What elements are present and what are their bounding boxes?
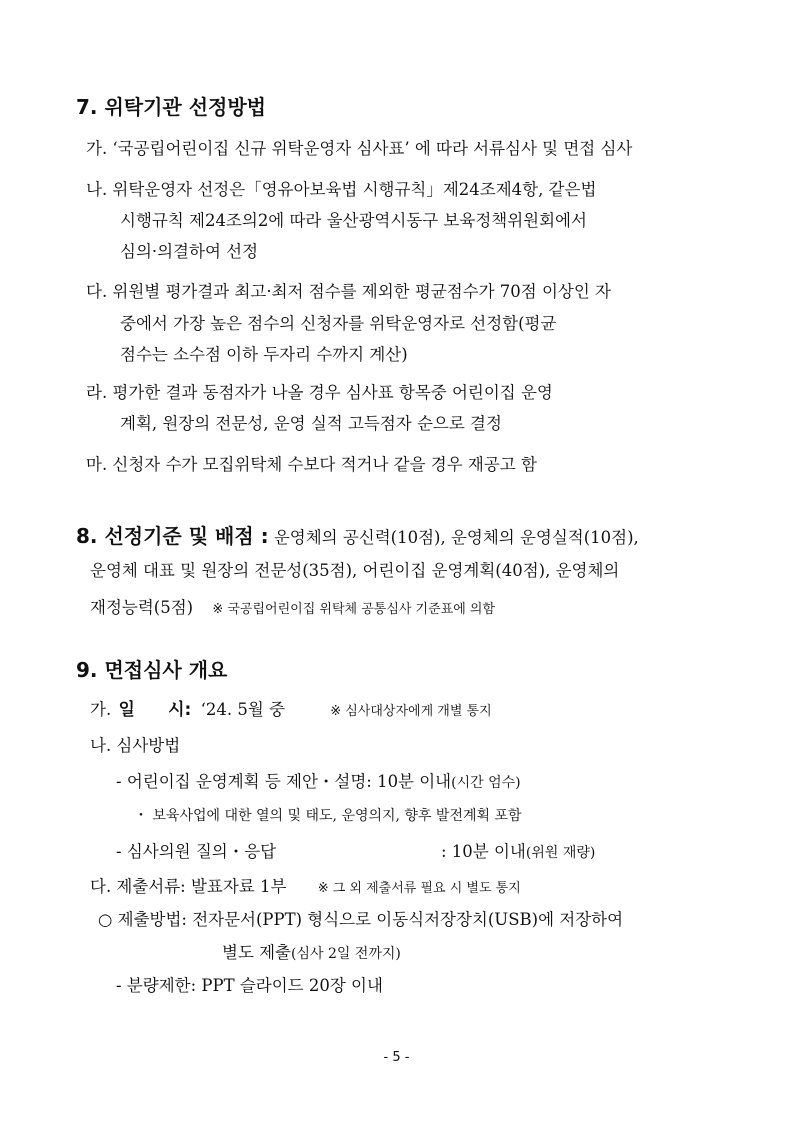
sec9-limit: - 분량제한: PPT 슬라이드 20장 이내 [116, 976, 383, 995]
sec9-method-line1: ○ 제출방법: 전자문서(PPT) 형식으로 이동식저장장치(USB)에 저장하여 [98, 910, 624, 929]
sec7-item-ga: 가. ‘국공립어린이집 신규 위탁운영자 심사표’ 에 따라 서류심사 및 면접 심사 [86, 139, 633, 158]
sec9-item2-time-wrap [441, 838, 595, 862]
sec9-item-ga [90, 695, 492, 720]
sec9-ga-note: ※ 심사대상자에게 개별 통지 [330, 704, 492, 719]
sec8-line2: 운영체 대표 및 원장의 전문성(35점), 어린이집 운영계획(40점), 운영체의 [90, 561, 620, 580]
sec9-item-da [90, 873, 521, 897]
sec7-item-ra-line1: 라. 평가한 결과 동점자가 나올 경우 심사표 항목중 어린이집 운영 [86, 383, 553, 402]
sec8-line1-text: 운영체의 공신력(10점), 운영체의 운영실적(10점), [273, 528, 639, 547]
section-7-title: 7. 위탁기관 선정방법 [76, 95, 266, 119]
sec7-item-na-line3: 심의·의결하여 선정 [120, 242, 259, 261]
section-9-title: 9. 면접심사 개요 [76, 658, 228, 682]
sec9-method-line2-paren: (심사 2일 전까지) [291, 946, 401, 962]
sec9-ga-si: 시: [168, 700, 192, 720]
sec9-item1-paren: (시간 엄수) [451, 775, 521, 791]
sec7-item-da-line2: 중에서 가장 높은 점수의 신청자를 위탁운영자로 선정함(평균 [120, 314, 557, 333]
sec7-item-ra-line2: 계획, 원장의 전문성, 운영 실적 고득점자 순으로 결정 [120, 414, 502, 433]
sec9-method-line2 [222, 939, 401, 963]
sec8-note: ※ 국공립어린이집 위탁체 공통심사 기준표에 의함 [212, 602, 496, 617]
sec9-item2-text: - 심사의원 질의・응답 [116, 842, 277, 861]
sec8-line3 [90, 594, 495, 618]
sec7-item-da-line3: 점수는 소수점 이하 두자리 수까지 계산) [120, 345, 408, 364]
sec9-da-text: 다. 제출서류: 발표자료 1부 [90, 877, 287, 896]
sec9-item1-text: - 어린이집 운영계획 등 제안・설명: 10분 이내 [116, 772, 452, 791]
sec7-item-ma: 마. 신청자 수가 모집위탁체 수보다 적거나 같을 경우 재공고 함 [86, 455, 537, 474]
sec8-line3-text: 재정능력(5점) [90, 598, 194, 617]
sec9-da-note: ※ 그 외 제출서류 필요 시 별도 통지 [317, 881, 521, 896]
sec9-method-item1 [116, 768, 521, 792]
sec9-method-item2 [116, 838, 276, 862]
sec8-line1 [76, 520, 639, 549]
sec9-ga-label: 가. [90, 700, 112, 719]
sec9-item1-sub: ・ 보육사업에 대한 열의 및 태도, 운영의지, 향후 발전계획 포함 [134, 808, 522, 824]
sec9-item-na: 나. 심사방법 [90, 736, 181, 755]
sec9-item2-time: : 10분 이내 [441, 842, 526, 861]
sec9-ga-il: 일 [118, 700, 135, 720]
sec7-item-na-line2: 시행규칙 제24조의2에 따라 울산광역시동구 보육정책위원회에서 [120, 211, 587, 230]
sec9-item2-paren: (위원 재량) [525, 845, 596, 861]
sec7-item-da-line1: 다. 위원별 평가결과 최고·최저 점수를 제외한 평균점수가 70점 이상인 자 [86, 282, 611, 301]
sec9-ga-date: ‘24. 5월 중 [200, 700, 285, 719]
sec9-method-line2-text: 별도 제출 [222, 943, 292, 962]
section-8-title: 8. 선정기준 및 배점 : [76, 524, 269, 548]
sec7-item-na-line1: 나. 위탁운영자 선정은「영유아보육법 시행규칙」제24조제4항, 같은법 [86, 180, 597, 199]
page-number: - 5 - [383, 1050, 410, 1065]
